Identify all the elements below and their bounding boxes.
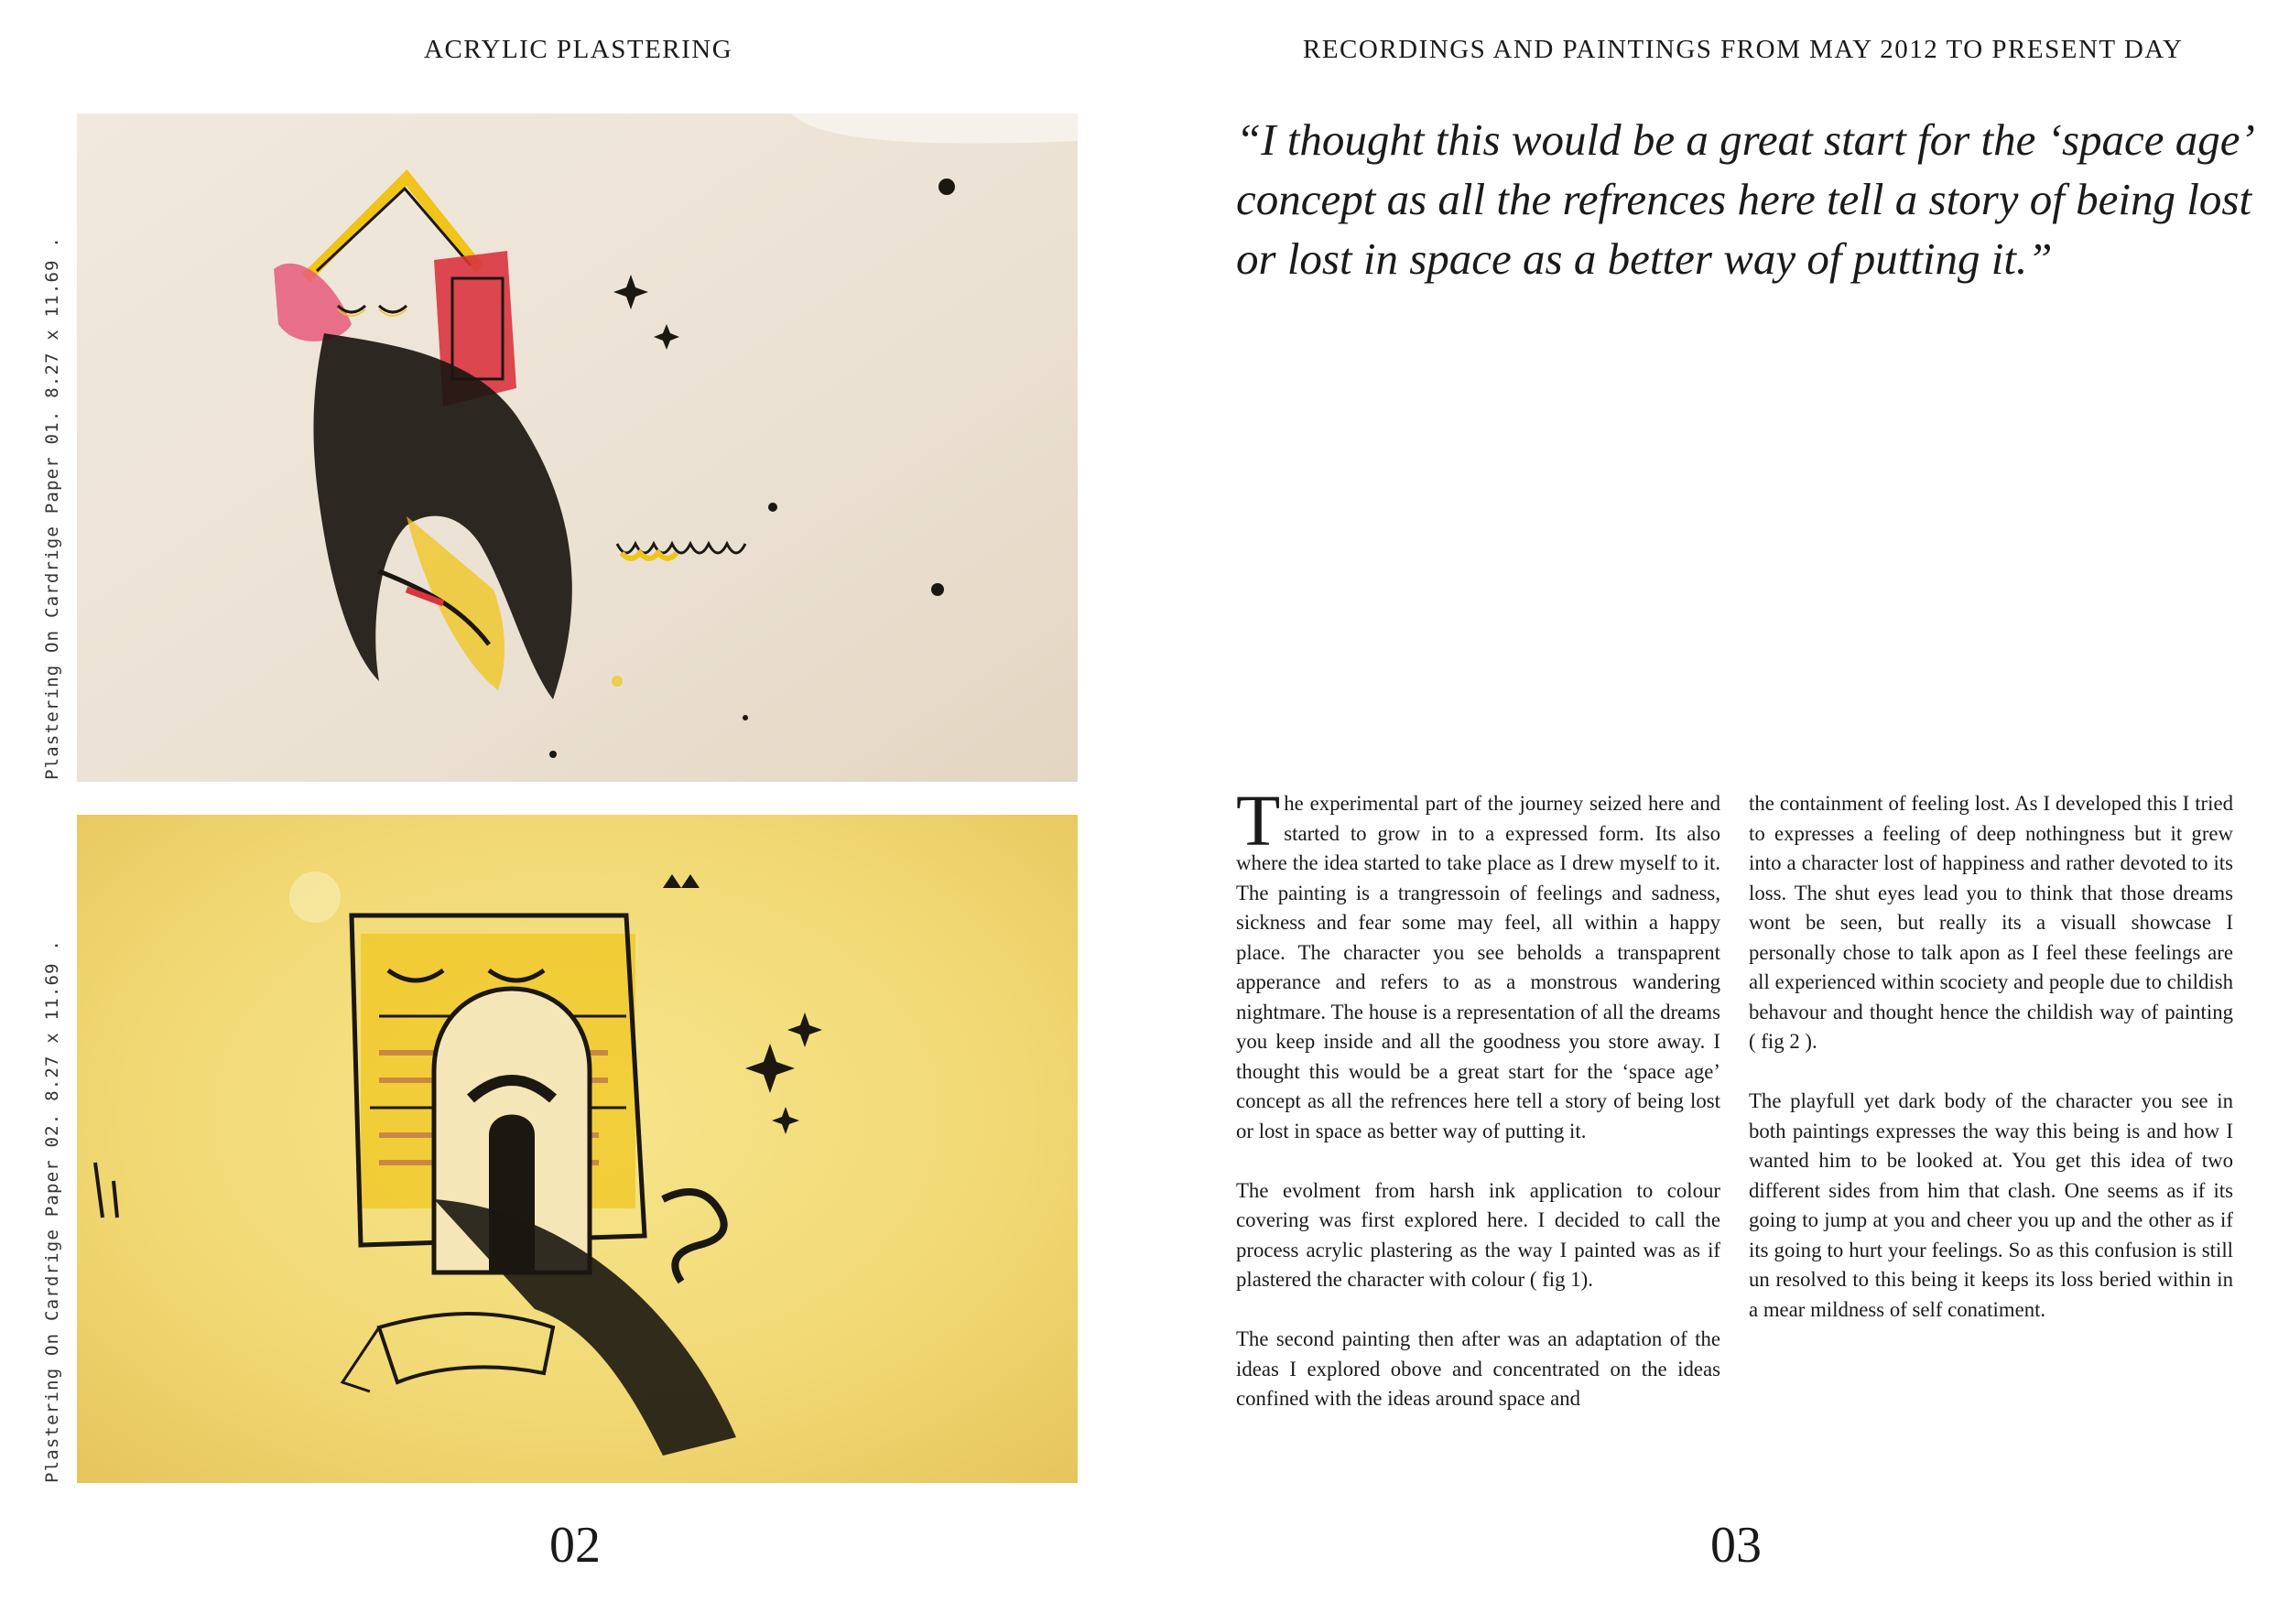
body-paragraph-1 xyxy=(1236,782,1720,1146)
page-number-left: 02 xyxy=(549,1517,601,1574)
page-number-right: 03 xyxy=(1710,1517,1762,1574)
body-paragraph-4: the containment of feeling lost. As I developed this I tried to expresses a feeling of deep nothingness but it grew into a character lost of happiness and rather devoted to its loss. The shut eyes lead you to think that those dreams wont be seen, but really its a visuall showcase I personally chose to talk apon as I feel these feelings are all experienced within scociety and people due to childish behavour and thought hence the childish way of painting ( fig 2 ). xyxy=(1749,792,2233,1053)
body-column-2 xyxy=(1749,789,2233,1355)
body-paragraph-1-text: he experimental part of the journey seized here and started to grow in to a expressed form. Its also where the idea started to take place as I drew myself to it. The painting is a trangressoin of feelings and sadness, sickness and fear some may feel, all within a happy place. The character you see beholds a transpaprent apperance and refers to as a monstrous wandering nightmare. The house is a representation of all the dreams you keep inside and all the goodness you store away. I thought this would be a great start for the ‘space age’ concept as all the refrences here tell a story of being lost or lost in space as better way of putting it. xyxy=(1236,792,1720,1142)
drop-cap: T xyxy=(1236,782,1281,861)
painting-2-caption: Plastering On Cardrige Paper 02. 8.27 x 11.69 . xyxy=(42,938,62,1483)
body-paragraph-3: The second painting then after was an adaptation of the ideas I explored obove and concentrated on the ideas confined with the ideas around space and xyxy=(1236,1327,1720,1410)
body-paragraph-2: The evolment from harsh ink application to colour covering was first explored here. I decided to call the process acrylic plastering as the way I painted was as if plastered the character with colour ( fig 1). xyxy=(1236,1178,1720,1291)
pull-quote: “I thought this would be a great start for the ‘space age’ concept as all the refrences here tell a story of being lost or lost in space as a better way of putting it.” xyxy=(1236,114,2252,284)
painting-photo-2 xyxy=(77,815,1078,1483)
left-running-head: ACRYLIC PLASTERING xyxy=(424,35,733,64)
right-running-head: RECORDINGS AND PAINTINGS FROM MAY 2012 TO PRESENT DAY xyxy=(1303,35,2184,64)
painting-photo-1 xyxy=(77,114,1078,782)
body-column-1 xyxy=(1236,782,1720,1444)
painting-1-caption: Plastering On Cardrige Paper 01. 8.27 x 11.69 . xyxy=(42,235,62,780)
painting-2-artwork xyxy=(77,815,1078,1483)
painting-1-artwork xyxy=(77,114,1078,782)
body-paragraph-5: The playfull yet dark body of the character you see in both paintings expresses the way this being is and how I wanted him to be looked at. You get this idea of two different sides from him that clash. One seems as if its going to jump at you and cheer you up and the other as if its going to hurt your feelings. So as this confusion is still un resolved to this being it keeps its loss beried within in a mear mildness of self conatiment. xyxy=(1749,1089,2233,1321)
